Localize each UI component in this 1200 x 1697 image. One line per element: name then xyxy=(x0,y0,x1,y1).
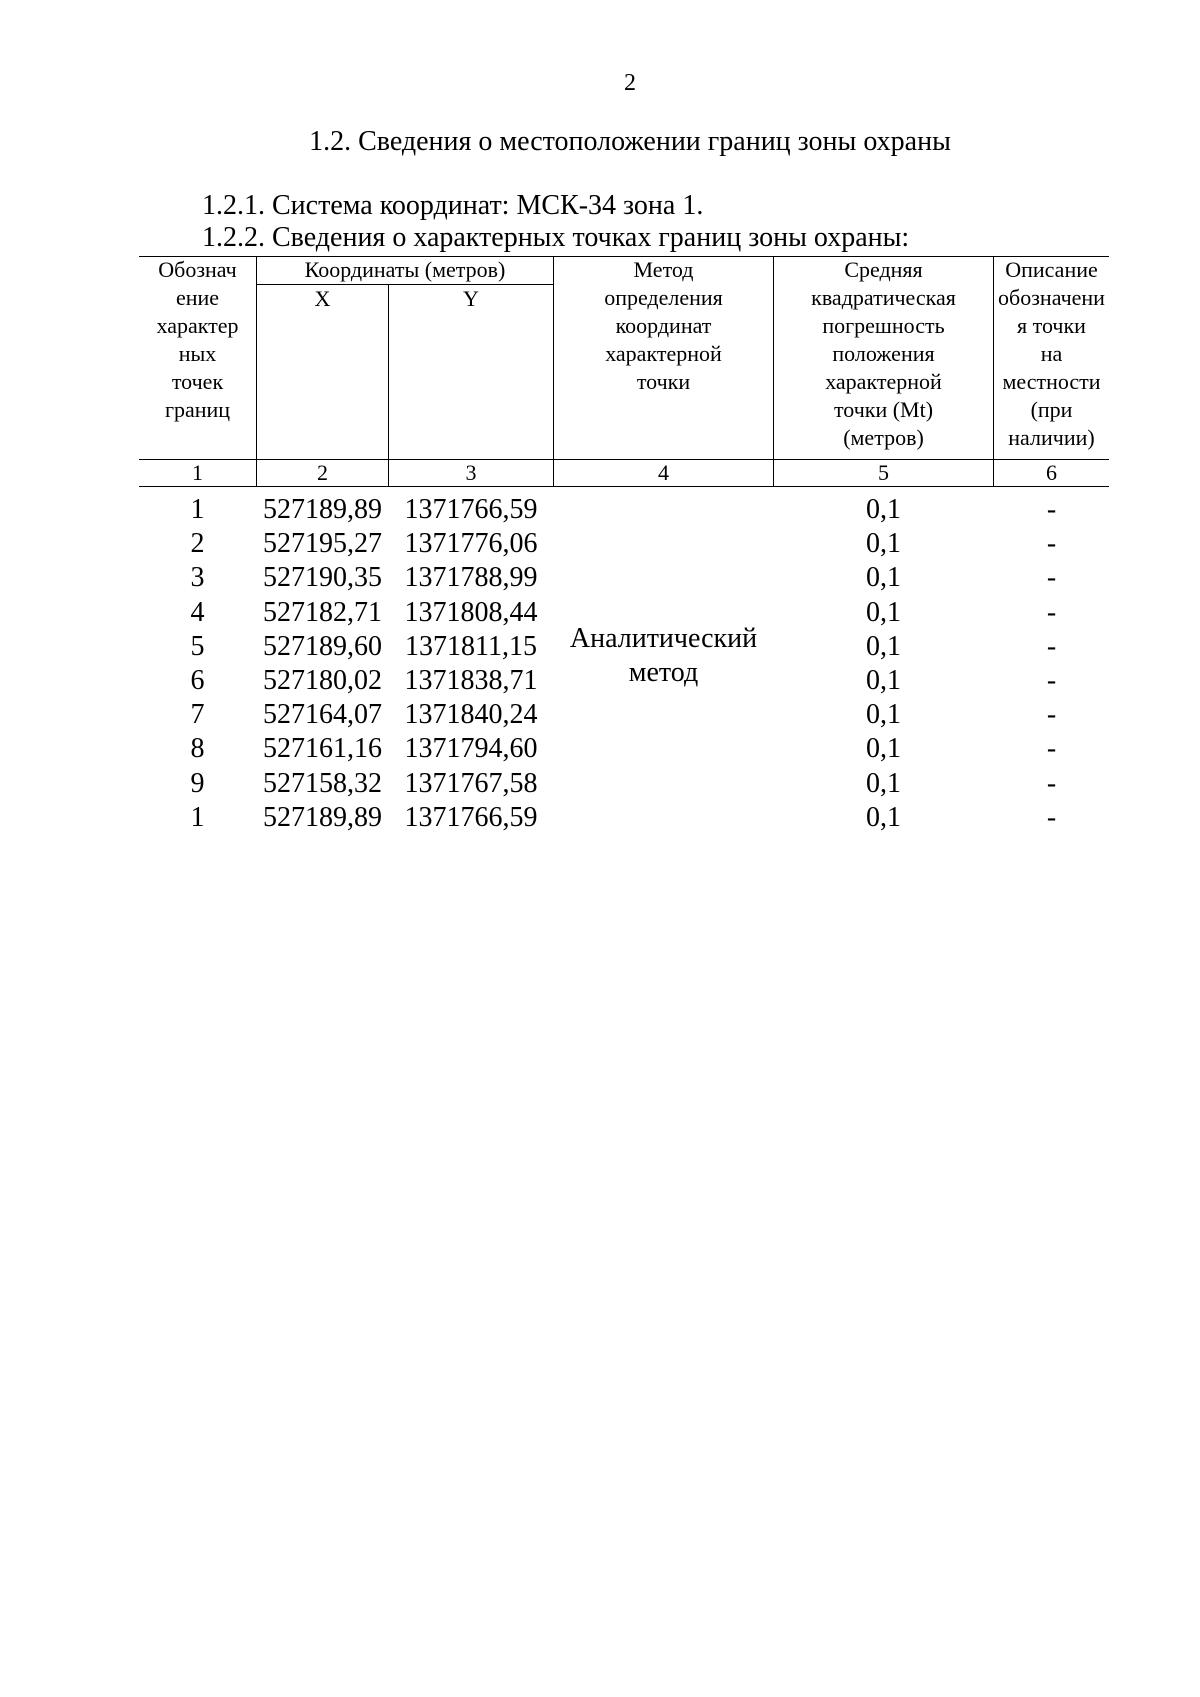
y-coordinate-cell: 1371808,44 xyxy=(404,596,538,628)
x-coordinate-cell: 527189,89 xyxy=(263,494,382,525)
point-number-cell: 7 xyxy=(190,699,205,731)
point-number-cell: 8 xyxy=(190,733,205,765)
description-cell: - xyxy=(1046,767,1057,799)
point-number-cell: 6 xyxy=(190,665,205,696)
column-number: 2 xyxy=(317,460,328,485)
column-number: 1 xyxy=(192,460,203,485)
header-method: Метод определения координат характерной точки xyxy=(604,257,723,394)
column-number: 5 xyxy=(878,460,889,485)
page-number: 2 xyxy=(624,70,636,96)
y-coordinate-cell: 1371766,59 xyxy=(404,494,538,525)
header-point-designation: Обознач ение характер ных точек границ xyxy=(156,257,239,422)
header-mean-square-error: Средняя квадратическая погрешность положения характерной точки (Mt) (метров) xyxy=(811,257,956,450)
point-number-cell: 5 xyxy=(190,630,205,662)
y-coordinate-cell: 1371776,06 xyxy=(404,528,538,560)
method-cell: Аналитический метод xyxy=(569,623,758,688)
description-cell: - xyxy=(1046,596,1057,628)
x-coordinate-cell: 527180,02 xyxy=(263,665,382,696)
point-number-cell: 3 xyxy=(190,562,205,594)
mean-square-error-cell: 0,1 xyxy=(866,665,901,696)
header-coordinates-group: Координаты (метров) xyxy=(304,257,506,282)
points-caption: 1.2.2. Сведения о характерных точках границ зоны охраны: xyxy=(202,222,910,253)
description-cell: - xyxy=(1046,630,1057,662)
coordinate-system-line: 1.2.1. Система координат: МСК-34 зона 1. xyxy=(202,190,704,221)
mean-square-error-cell: 0,1 xyxy=(866,801,901,833)
x-coordinate-cell: 527158,32 xyxy=(263,767,382,799)
x-coordinate-cell: 527164,07 xyxy=(263,699,382,731)
mean-square-error-cell: 0,1 xyxy=(866,630,901,662)
header-y: Y xyxy=(463,286,479,311)
description-cell: - xyxy=(1046,494,1057,525)
y-coordinate-cell: 1371811,15 xyxy=(405,630,537,662)
section-title: 1.2. Сведения о местоположении границ зоны охраны xyxy=(309,126,951,157)
description-cell: - xyxy=(1046,562,1057,594)
point-number-cell: 4 xyxy=(190,596,205,628)
y-coordinate-cell: 1371840,24 xyxy=(404,699,538,731)
y-coordinate-cell: 1371766,59 xyxy=(404,801,538,833)
point-number-cell: 1 xyxy=(190,494,205,525)
x-coordinate-cell: 527161,16 xyxy=(263,733,382,765)
mean-square-error-cell: 0,1 xyxy=(866,733,901,765)
x-coordinate-cell: 527189,60 xyxy=(263,630,382,662)
x-coordinate-cell: 527182,71 xyxy=(263,596,382,628)
column-divider-2 xyxy=(388,284,389,486)
mean-square-error-cell: 0,1 xyxy=(866,562,901,594)
point-number-cell: 1 xyxy=(190,801,205,833)
y-coordinate-cell: 1371788,99 xyxy=(404,562,538,594)
point-number-cell: 9 xyxy=(190,767,205,799)
description-cell: - xyxy=(1046,733,1057,765)
description-cell: - xyxy=(1046,665,1057,696)
x-coordinate-cell: 527189,89 xyxy=(263,801,382,833)
x-coordinate-cell: 527190,35 xyxy=(263,562,382,594)
column-number: 3 xyxy=(465,460,477,485)
y-coordinate-cell: 1371767,58 xyxy=(404,767,538,799)
point-number-cell: 2 xyxy=(190,528,205,560)
description-cell: - xyxy=(1046,528,1057,560)
y-coordinate-cell: 1371794,60 xyxy=(404,733,538,765)
column-number: 6 xyxy=(1046,460,1057,485)
description-cell: - xyxy=(1046,699,1057,731)
description-cell: - xyxy=(1046,801,1057,833)
mean-square-error-cell: 0,1 xyxy=(866,596,901,628)
y-coordinate-cell: 1371838,71 xyxy=(404,665,538,696)
mean-square-error-cell: 0,1 xyxy=(866,699,901,731)
mean-square-error-cell: 0,1 xyxy=(866,494,901,525)
header-x: X xyxy=(314,286,331,311)
mean-square-error-cell: 0,1 xyxy=(866,767,901,799)
column-number: 4 xyxy=(658,460,669,485)
header-point-description: Описание обозначени я точки на местности (при наличии) xyxy=(998,257,1105,450)
mean-square-error-cell: 0,1 xyxy=(866,528,901,560)
boundary-points-table xyxy=(139,256,1109,833)
x-coordinate-cell: 527195,27 xyxy=(263,528,382,560)
